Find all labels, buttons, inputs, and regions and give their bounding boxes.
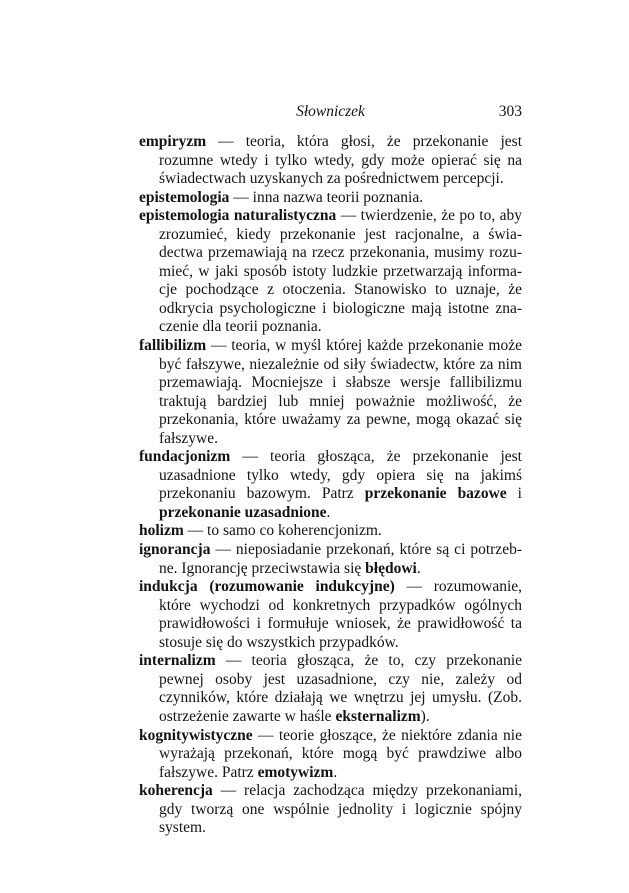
entry-definition: — teorie głoszące, że niektóre zdania nie wyrażają przekonań, które mogą być prawdziwe albo fałszywe. Patrz [159, 726, 522, 781]
entry-definition: — teoria głosząca, że to, czy przekonanie pewnej osoby jest uzasadnione, czy nie, zależy od czynników, które działają we wnętrzu jej umysłu. (Zob. ostrzeżenie zawarte w haśle [159, 652, 522, 725]
glossary-entry-epistemologia [139, 189, 522, 208]
entry-definition: — to samo co koherencjonizm. [183, 522, 382, 540]
cross-reference: emotywizm [257, 763, 334, 781]
glossary-entry-empiryzm [139, 133, 522, 189]
running-head-title: Słowniczek [296, 103, 365, 120]
glossary-entry-koherencja [139, 782, 522, 838]
entry-definition: — twierdzenie, że po to, aby zrozumieć, kiedy przekonanie jest racjonalne, a świadectwa przemawiają na rzecz przekonania, musimy rozumieć, w jaki sposób istoty ludzkie przetwarzają informacje pochodzące z otoczenia. Stanowisko to uznaje, że odkrycia psychologiczne i biologiczne mają istotne znaczenie dla teorii poznania. [159, 207, 522, 336]
glossary-entries [139, 133, 522, 838]
entry-definition-continued: i [506, 485, 522, 503]
glossary-entry-fundacjonizm [139, 448, 522, 522]
entry-definition-end: ). [420, 707, 430, 725]
entry-term: fallibilizm [139, 337, 207, 355]
glossary-entry-internalizm [139, 652, 522, 726]
glossary-entry-kognitywistyczne [139, 727, 522, 783]
entry-term: ignorancja [139, 541, 211, 559]
entry-term: epistemologia naturalistyczna [139, 207, 337, 225]
entry-definition: — inna nazwa teorii poznania. [229, 188, 424, 206]
cross-reference: przekonanie bazowe [364, 485, 507, 503]
entry-term: kognitywistyczne [139, 726, 253, 744]
cross-reference: eksternalizm [335, 707, 421, 725]
entry-definition: — rozumowanie, które wychodzi od konkretnych przypadków ogólnych prawidłowości i formułuje wniosek, że prawidłowość ta stosuje się do wszystkich przypadków. [159, 578, 523, 651]
entry-term: holizm [139, 522, 184, 540]
entry-definition: — teoria głosząca, że przekonanie jest uzasadnione tylko wtedy, gdy opiera się na jakimś przekonaniu bazowym. Patrz [159, 448, 522, 503]
entry-definition: — relacja zachodząca między przekonaniami, gdy tworzą one wspólnie jednolity i logicznie spójny system. [159, 782, 522, 837]
glossary-entry-indukcja [139, 578, 522, 652]
entry-definition: — nieposiadanie przekonań, które są ci potrzebne. Ignorancję przeciwstawia się [159, 541, 522, 577]
entry-definition-end: . [326, 503, 331, 521]
cross-reference: przekonanie uzasadnione [159, 503, 327, 521]
glossary-entry-ignorancja [139, 541, 522, 578]
entry-term: epistemologia [139, 188, 230, 206]
glossary-entry-fallibilizm [139, 337, 522, 448]
entry-term: empiryzm [139, 133, 207, 150]
entry-definition: — teoria, w myśl której każde przekonanie może być fałszywe, niezależnie od siły świadectw, które za nim przemawiają. Mocniejsze i słabsze wersje fallibilizmu traktują bardziej lub mniej poważnie możliwość, że przekonania, które uważamy za pewne, mogą okazać się fałszywe. [159, 337, 522, 447]
entry-term: indukcja (rozumowanie indukcyjne) [139, 578, 395, 596]
page-number: 303 [498, 103, 522, 120]
glossary-entry-holizm [139, 522, 522, 541]
entry-term: koherencja [139, 782, 213, 800]
glossary-entry-epistemologia-naturalistyczna [139, 207, 522, 337]
cross-reference: błędowi [365, 559, 417, 577]
running-head [139, 103, 522, 123]
entry-definition: — teoria, która głosi, że przekonanie jest rozumne wtedy i tylko wtedy, gdy może opierać się na świadectwach uzyskanych za pośrednictwem percepcji. [159, 133, 522, 188]
entry-definition-end: . [416, 559, 421, 577]
entry-definition-end: . [333, 763, 338, 781]
entry-term: fundacjonizm [139, 448, 231, 466]
entry-term: internalizm [139, 652, 216, 670]
